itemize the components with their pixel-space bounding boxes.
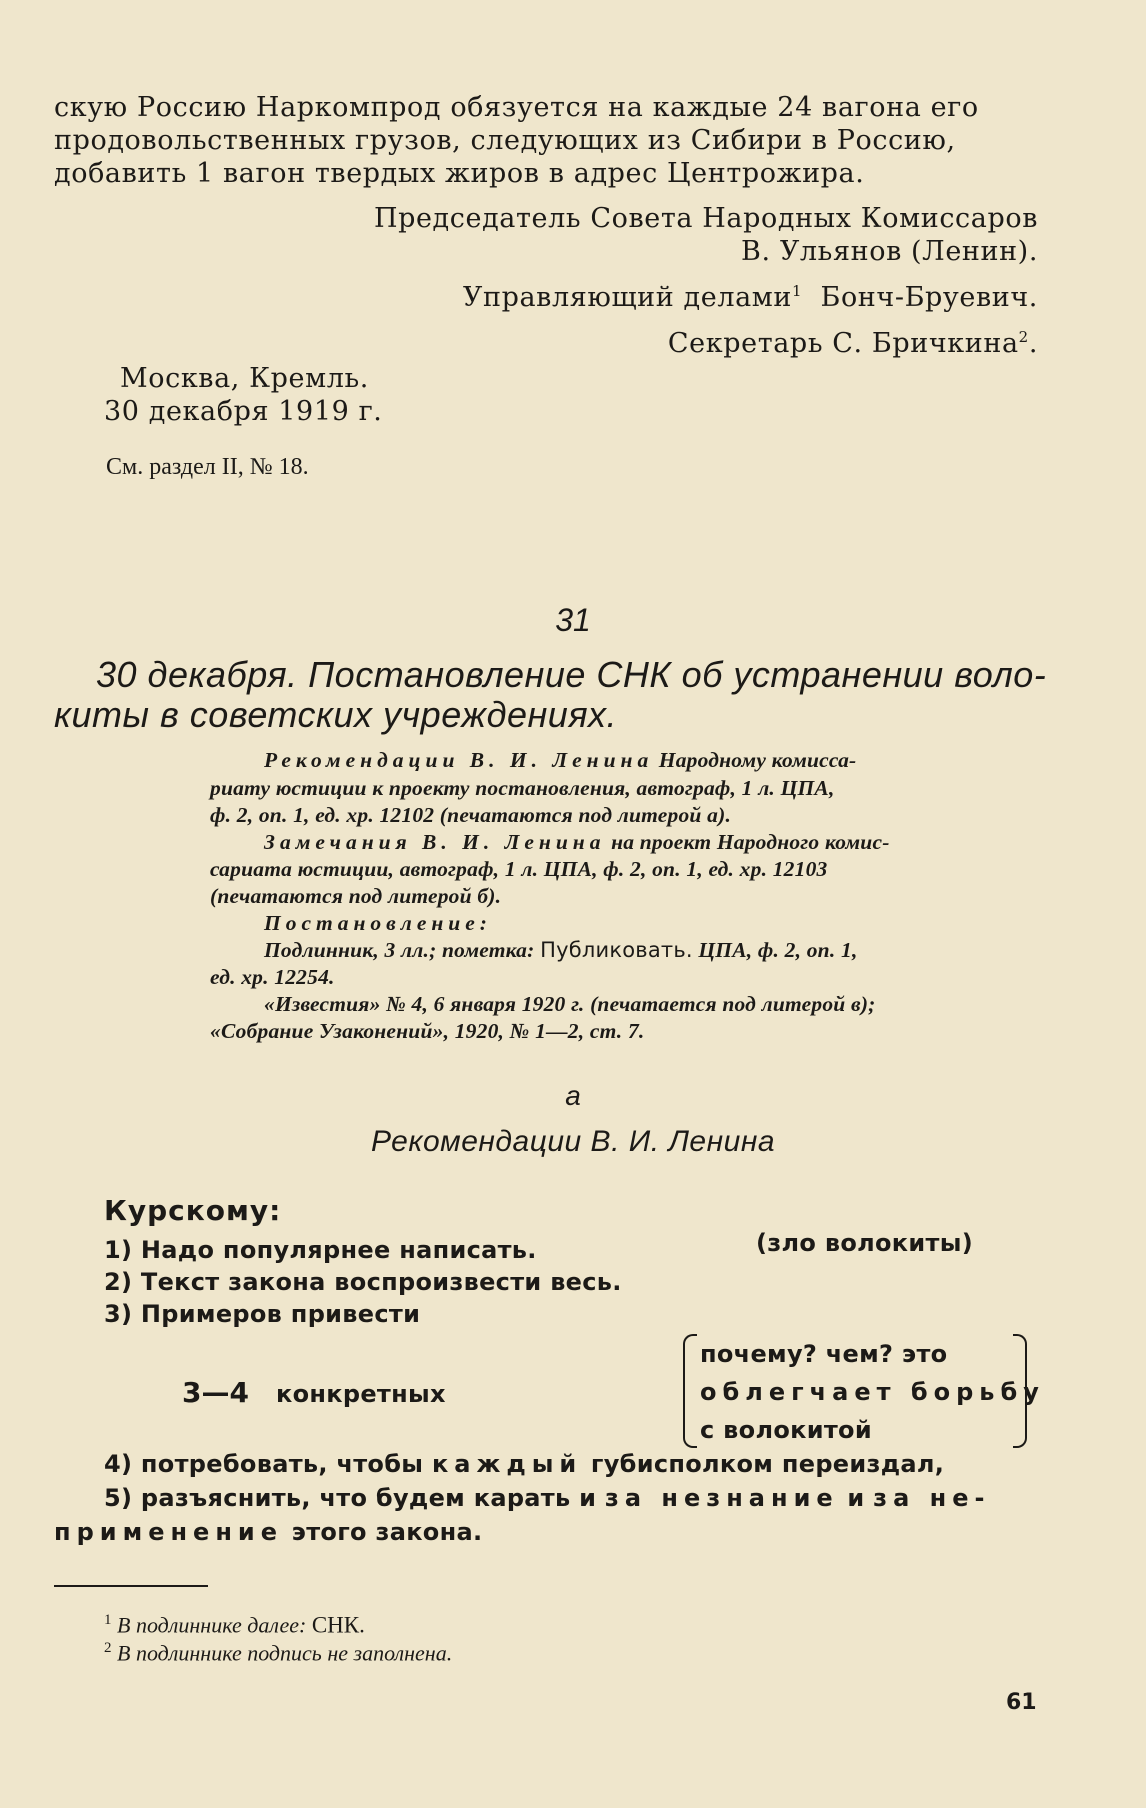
brace-line: с волокитой bbox=[700, 1416, 872, 1444]
footnote-ref: 1 bbox=[791, 282, 803, 300]
paragraph-line: скую Россию Наркомпрод обязуется на каждые 24 вагона его bbox=[54, 92, 979, 123]
addressee: Курскому: bbox=[104, 1194, 282, 1227]
secretary-signature: Секретарь С. Бричкина$^2$. bbox=[667, 328, 1038, 359]
manager-signature bbox=[463, 282, 1038, 313]
recommendation-item: применение этого закона. bbox=[54, 1518, 483, 1546]
source-line: «Известия» № 4, 6 января 1920 г. (печатается под литерой в); bbox=[264, 992, 876, 1016]
source-line: ф. 2, оп. 1, ед. хр. 12102 (печатаются под литерой а). bbox=[210, 803, 732, 827]
footnote-ref: 2 bbox=[1018, 328, 1029, 346]
paragraph-line: продовольственных грузов, следующих из Сибири в Россию, bbox=[54, 125, 956, 156]
chair-name: В. Ульянов (Ленин). bbox=[741, 236, 1038, 267]
left-brace bbox=[683, 1334, 697, 1448]
source-line: (печатаются под литерой б). bbox=[210, 884, 502, 908]
manager-name: Бонч-Бруевич. bbox=[820, 282, 1038, 313]
page-number: 61 bbox=[1006, 1690, 1037, 1715]
paragraph-line: добавить 1 вагон твердых жиров в адрес Центрожира. bbox=[54, 158, 865, 189]
recommendation-item: 4) потребовать, чтобы каждый губисполком переиздал, bbox=[104, 1450, 945, 1478]
see-also: См. раздел II, № 18. bbox=[106, 454, 309, 480]
place: Москва, Кремль. bbox=[120, 363, 369, 394]
footnote-rule bbox=[54, 1585, 208, 1587]
count-word: конкретных bbox=[276, 1380, 446, 1408]
source-line: риату юстиции к проекту постановления, автограф, 1 л. ЦПА, bbox=[210, 776, 835, 800]
source-line: Замечания В. И. Ленина на проект Народного комис- bbox=[264, 830, 890, 854]
count: 3—4 bbox=[182, 1376, 249, 1409]
source-line: Постановление: bbox=[264, 911, 492, 935]
sub-title: Рекомендации В. И. Ленина bbox=[370, 1125, 776, 1158]
document-title-line: 30 декабря. Постановление СНК об устранении воло- bbox=[96, 654, 1047, 695]
document-title-line: киты в советских учреждениях. bbox=[54, 694, 618, 735]
source-line: Рекомендации В. И. Ленина Народному комисса- bbox=[264, 748, 857, 772]
recommendation-item: 2) Текст закона воспроизвести весь. bbox=[104, 1268, 622, 1296]
brace-line: облегчает борьбу bbox=[700, 1378, 1045, 1406]
source-line: Подлинник, 3 лл.; пометка: Публиковать. ЦПА, ф. 2, оп. 1, bbox=[264, 938, 858, 962]
footnote: $^1$ В подлиннике далее: СНК. bbox=[104, 1612, 365, 1638]
source-line: «Собрание Узаконений», 1920, № 1—2, ст. 7. bbox=[210, 1019, 645, 1043]
recommendation-item: 3) Примеров привести bbox=[104, 1300, 421, 1328]
side-note: (зло волокиты) bbox=[756, 1229, 973, 1257]
brace-line: почему? чем? это bbox=[700, 1340, 948, 1368]
source-line: ед. хр. 12254. bbox=[210, 965, 335, 989]
manager-label: Управляющий делами bbox=[462, 282, 792, 313]
source-line: сариата юстиции, автограф, 1 л. ЦПА, ф. 2, оп. 1, ед. хр. 12103 bbox=[210, 857, 828, 881]
document-number: 31 bbox=[555, 602, 591, 638]
date: 30 декабря 1919 г. bbox=[104, 396, 383, 427]
footnote: $^2$ В подлиннике подпись не заполнена. bbox=[104, 1640, 453, 1666]
recommendation-item: 1) Надо популярнее написать. bbox=[104, 1236, 537, 1264]
sub-letter: а bbox=[565, 1080, 581, 1111]
chair-title: Председатель Совета Народных Комиссаров bbox=[373, 203, 1038, 234]
recommendation-item: 5) разъяснить, что будем карать и за незнание и за не- bbox=[104, 1484, 991, 1512]
